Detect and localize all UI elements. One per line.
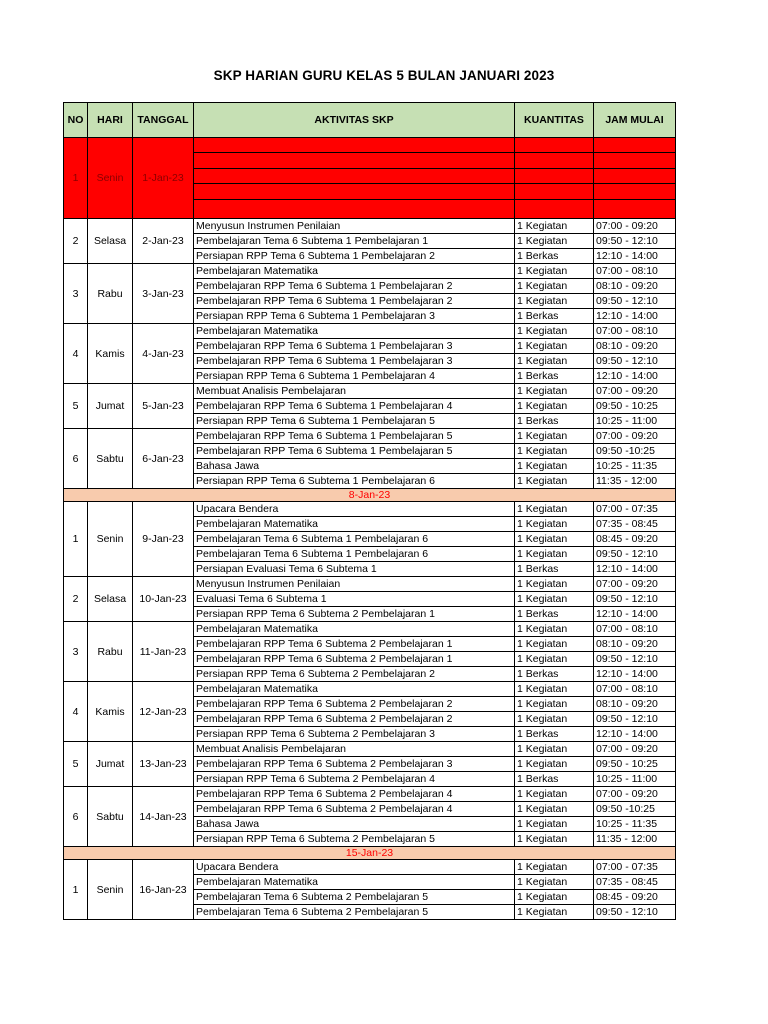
page-title: SKP HARIAN GURU KELAS 5 BULAN JANUARI 2023 [213,68,555,83]
day-hari: Sabtu [88,787,133,847]
quantity-cell: 1 Kegiatan [515,517,594,532]
day-no: 6 [64,787,88,847]
activity-cell: Persiapan RPP Tema 6 Subtema 1 Pembelajaran 5 [194,414,515,429]
day-hari: Kamis [88,324,133,384]
time-cell: 07:00 - 07:35 [594,860,676,875]
quantity-cell: 1 Kegiatan [515,444,594,459]
table-row [64,264,676,279]
quantity-cell: 1 Kegiatan [515,712,594,727]
time-cell: 07:35 - 08:45 [594,875,676,890]
holiday-cell [194,199,515,219]
quantity-cell: 1 Kegiatan [515,652,594,667]
activity-cell: Pembelajaran RPP Tema 6 Subtema 1 Pembelajaran 4 [194,399,515,414]
holiday-cell [594,138,676,153]
table-row [64,742,676,757]
activity-cell: Persiapan RPP Tema 6 Subtema 1 Pembelajaran 6 [194,474,515,489]
header-jam: JAM MULAI [594,103,676,138]
time-cell: 10:25 - 11:35 [594,817,676,832]
header-kuantitas: KUANTITAS [515,103,594,138]
quantity-cell: 1 Kegiatan [515,832,594,847]
week-separator-row [64,847,676,860]
activity-cell: Pembelajaran Matematika [194,682,515,697]
day-tanggal: 2-Jan-23 [133,219,194,264]
activity-cell: Pembelajaran Matematika [194,622,515,637]
skp-table-body [64,103,676,920]
header-aktivitas: AKTIVITAS SKP [194,103,515,138]
time-cell: 09:50 - 12:10 [594,234,676,249]
time-cell: 11:35 - 12:00 [594,474,676,489]
day-tanggal: 4-Jan-23 [133,324,194,384]
quantity-cell: 1 Kegiatan [515,577,594,592]
quantity-cell: 1 Kegiatan [515,547,594,562]
activity-cell: Pembelajaran RPP Tema 6 Subtema 1 Pembelajaran 5 [194,429,515,444]
quantity-cell: 1 Kegiatan [515,429,594,444]
quantity-cell: 1 Kegiatan [515,682,594,697]
activity-cell: Pembelajaran RPP Tema 6 Subtema 2 Pembelajaran 2 [194,712,515,727]
day-tanggal: 6-Jan-23 [133,429,194,489]
day-no: 6 [64,429,88,489]
holiday-cell [594,184,676,199]
time-cell: 09:50 - 10:25 [594,399,676,414]
holiday-cell [594,168,676,183]
time-cell: 09:50 - 12:10 [594,547,676,562]
time-cell: 12:10 - 14:00 [594,667,676,682]
day-no: 4 [64,682,88,742]
day-hari: Senin [88,860,133,920]
quantity-cell: 1 Berkas [515,562,594,577]
activity-cell: Persiapan RPP Tema 6 Subtema 1 Pembelajaran 4 [194,369,515,384]
time-cell: 09:50 - 12:10 [594,652,676,667]
time-cell: 07:00 - 09:20 [594,787,676,802]
day-tanggal: 10-Jan-23 [133,577,194,622]
quantity-cell: 1 Kegiatan [515,637,594,652]
quantity-cell: 1 Kegiatan [515,802,594,817]
day-no: 3 [64,264,88,324]
activity-cell: Pembelajaran Matematika [194,875,515,890]
activity-cell: Persiapan RPP Tema 6 Subtema 2 Pembelajaran 3 [194,727,515,742]
time-cell: 07:00 - 08:10 [594,324,676,339]
day-no: 3 [64,622,88,682]
time-cell: 07:00 - 09:20 [594,577,676,592]
day-hari: Selasa [88,577,133,622]
holiday-cell [515,168,594,183]
header-tanggal: TANGGAL [133,103,194,138]
quantity-cell: 1 Kegiatan [515,697,594,712]
table-row [64,622,676,637]
table-row [64,860,676,875]
activity-cell: Evaluasi Tema 6 Subtema 1 [194,592,515,607]
table-row [64,787,676,802]
day-no: 4 [64,324,88,384]
activity-cell: Persiapan Evaluasi Tema 6 Subtema 1 [194,562,515,577]
time-cell: 12:10 - 14:00 [594,249,676,264]
quantity-cell: 1 Kegiatan [515,384,594,399]
quantity-cell: 1 Berkas [515,369,594,384]
quantity-cell: 1 Kegiatan [515,354,594,369]
holiday-cell [515,138,594,153]
day-no: 2 [64,219,88,264]
skp-table [63,102,676,920]
header-row [64,103,676,138]
time-cell: 08:10 - 09:20 [594,697,676,712]
time-cell: 09:50 -10:25 [594,802,676,817]
time-cell: 08:10 - 09:20 [594,339,676,354]
holiday-cell [515,199,594,219]
quantity-cell: 1 Kegiatan [515,279,594,294]
day-hari: Senin [88,502,133,577]
activity-cell: Pembelajaran RPP Tema 6 Subtema 1 Pembelajaran 3 [194,339,515,354]
day-tanggal: 13-Jan-23 [133,742,194,787]
quantity-cell: 1 Kegiatan [515,234,594,249]
time-cell: 09:50 - 12:10 [594,294,676,309]
table-row [64,219,676,234]
time-cell: 09:50 - 12:10 [594,592,676,607]
activity-cell: Upacara Bendera [194,502,515,517]
day-hari: Sabtu [88,429,133,489]
time-cell: 12:10 - 14:00 [594,562,676,577]
day-no: 2 [64,577,88,622]
table-row [64,384,676,399]
activity-cell: Membuat Analisis Pembelajaran [194,742,515,757]
activity-cell: Pembelajaran RPP Tema 6 Subtema 1 Pembelajaran 2 [194,279,515,294]
activity-cell: Pembelajaran Tema 6 Subtema 1 Pembelajaran 1 [194,234,515,249]
activity-cell: Pembelajaran RPP Tema 6 Subtema 2 Pembelajaran 4 [194,802,515,817]
quantity-cell: 1 Kegiatan [515,399,594,414]
quantity-cell: 1 Kegiatan [515,817,594,832]
quantity-cell: 1 Berkas [515,309,594,324]
holiday-row [64,138,676,153]
time-cell: 12:10 - 14:00 [594,309,676,324]
quantity-cell: 1 Berkas [515,667,594,682]
day-hari: Kamis [88,682,133,742]
time-cell: 10:25 - 11:35 [594,459,676,474]
time-cell: 12:10 - 14:00 [594,607,676,622]
time-cell: 08:10 - 09:20 [594,637,676,652]
activity-cell: Persiapan RPP Tema 6 Subtema 1 Pembelajaran 3 [194,309,515,324]
time-cell: 08:45 - 09:20 [594,890,676,905]
time-cell: 09:50 - 12:10 [594,712,676,727]
table-row [64,502,676,517]
table-row [64,577,676,592]
activity-cell: Pembelajaran RPP Tema 6 Subtema 2 Pembelajaran 3 [194,757,515,772]
quantity-cell: 1 Berkas [515,772,594,787]
activity-cell: Pembelajaran Matematika [194,324,515,339]
time-cell: 07:00 - 09:20 [594,429,676,444]
time-cell: 10:25 - 11:00 [594,414,676,429]
holiday-cell [194,168,515,183]
activity-cell: Pembelajaran Tema 6 Subtema 2 Pembelajaran 5 [194,890,515,905]
day-no: 5 [64,384,88,429]
activity-cell: Pembelajaran RPP Tema 6 Subtema 2 Pembelajaran 1 [194,652,515,667]
time-cell: 07:00 - 09:20 [594,742,676,757]
activity-cell: Pembelajaran Tema 6 Subtema 1 Pembelajaran 6 [194,532,515,547]
activity-cell: Pembelajaran RPP Tema 6 Subtema 2 Pembelajaran 4 [194,787,515,802]
week-separator-label: 15-Jan-23 [64,847,676,860]
day-hari: Jumat [88,742,133,787]
quantity-cell: 1 Berkas [515,414,594,429]
quantity-cell: 1 Kegiatan [515,875,594,890]
activity-cell: Menyusun Instrumen Penilaian [194,577,515,592]
activity-cell: Menyusun Instrumen Penilaian [194,219,515,234]
activity-cell: Bahasa Jawa [194,817,515,832]
activity-cell: Pembelajaran Tema 6 Subtema 1 Pembelajaran 6 [194,547,515,562]
quantity-cell: 1 Kegiatan [515,622,594,637]
holiday-cell [594,153,676,168]
header-no: NO [64,103,88,138]
time-cell: 07:00 - 09:20 [594,219,676,234]
time-cell: 09:50 - 10:25 [594,757,676,772]
quantity-cell: 1 Kegiatan [515,757,594,772]
quantity-cell: 1 Kegiatan [515,742,594,757]
day-hari: Selasa [88,219,133,264]
holiday-no: 1 [64,138,88,219]
week-separator-label: 8-Jan-23 [64,489,676,502]
day-tanggal: 11-Jan-23 [133,622,194,682]
activity-cell: Persiapan RPP Tema 6 Subtema 2 Pembelajaran 5 [194,832,515,847]
time-cell: 10:25 - 11:00 [594,772,676,787]
quantity-cell: 1 Kegiatan [515,339,594,354]
day-tanggal: 12-Jan-23 [133,682,194,742]
holiday-cell [515,184,594,199]
activity-cell: Upacara Bendera [194,860,515,875]
time-cell: 09:50 - 12:10 [594,905,676,920]
day-no: 1 [64,502,88,577]
quantity-cell: 1 Kegiatan [515,890,594,905]
day-hari: Rabu [88,264,133,324]
time-cell: 12:10 - 14:00 [594,727,676,742]
time-cell: 07:00 - 08:10 [594,682,676,697]
day-tanggal: 14-Jan-23 [133,787,194,847]
quantity-cell: 1 Kegiatan [515,294,594,309]
time-cell: 07:35 - 08:45 [594,517,676,532]
time-cell: 12:10 - 14:00 [594,369,676,384]
table-row [64,682,676,697]
quantity-cell: 1 Berkas [515,727,594,742]
time-cell: 07:00 - 07:35 [594,502,676,517]
activity-cell: Persiapan RPP Tema 6 Subtema 2 Pembelajaran 1 [194,607,515,622]
activity-cell: Persiapan RPP Tema 6 Subtema 2 Pembelajaran 2 [194,667,515,682]
holiday-tanggal: 1-Jan-23 [133,138,194,219]
activity-cell: Persiapan RPP Tema 6 Subtema 1 Pembelajaran 2 [194,249,515,264]
quantity-cell: 1 Kegiatan [515,219,594,234]
time-cell: 07:00 - 09:20 [594,384,676,399]
holiday-cell [194,153,515,168]
quantity-cell: 1 Kegiatan [515,264,594,279]
activity-cell: Pembelajaran RPP Tema 6 Subtema 2 Pembelajaran 1 [194,637,515,652]
quantity-cell: 1 Kegiatan [515,502,594,517]
holiday-cell [194,184,515,199]
day-tanggal: 5-Jan-23 [133,384,194,429]
time-cell: 07:00 - 08:10 [594,264,676,279]
quantity-cell: 1 Kegiatan [515,474,594,489]
activity-cell: Pembelajaran Matematika [194,517,515,532]
time-cell: 09:50 - 12:10 [594,354,676,369]
activity-cell: Persiapan RPP Tema 6 Subtema 2 Pembelajaran 4 [194,772,515,787]
quantity-cell: 1 Kegiatan [515,787,594,802]
activity-cell: Pembelajaran RPP Tema 6 Subtema 1 Pembelajaran 5 [194,444,515,459]
day-no: 1 [64,860,88,920]
table-row [64,324,676,339]
activity-cell: Membuat Analisis Pembelajaran [194,384,515,399]
activity-cell: Pembelajaran RPP Tema 6 Subtema 1 Pembelajaran 3 [194,354,515,369]
day-hari: Rabu [88,622,133,682]
activity-cell: Pembelajaran Tema 6 Subtema 2 Pembelajaran 5 [194,905,515,920]
activity-cell: Bahasa Jawa [194,459,515,474]
day-tanggal: 16-Jan-23 [133,860,194,920]
table-row [64,429,676,444]
holiday-cell [515,153,594,168]
quantity-cell: 1 Kegiatan [515,592,594,607]
day-no: 5 [64,742,88,787]
activity-cell: Pembelajaran Matematika [194,264,515,279]
quantity-cell: 1 Kegiatan [515,860,594,875]
quantity-cell: 1 Kegiatan [515,459,594,474]
activity-cell: Pembelajaran RPP Tema 6 Subtema 1 Pembelajaran 2 [194,294,515,309]
time-cell: 08:45 - 09:20 [594,532,676,547]
time-cell: 09:50 -10:25 [594,444,676,459]
time-cell: 11:35 - 12:00 [594,832,676,847]
day-tanggal: 9-Jan-23 [133,502,194,577]
quantity-cell: 1 Berkas [515,249,594,264]
holiday-hari: Senin [88,138,133,219]
holiday-cell [594,199,676,219]
quantity-cell: 1 Kegiatan [515,905,594,920]
day-hari: Jumat [88,384,133,429]
time-cell: 07:00 - 08:10 [594,622,676,637]
quantity-cell: 1 Kegiatan [515,532,594,547]
quantity-cell: 1 Berkas [515,607,594,622]
day-tanggal: 3-Jan-23 [133,264,194,324]
quantity-cell: 1 Kegiatan [515,324,594,339]
activity-cell: Pembelajaran RPP Tema 6 Subtema 2 Pembelajaran 2 [194,697,515,712]
time-cell: 08:10 - 09:20 [594,279,676,294]
holiday-cell [194,138,515,153]
header-hari: HARI [88,103,133,138]
week-separator-row [64,489,676,502]
